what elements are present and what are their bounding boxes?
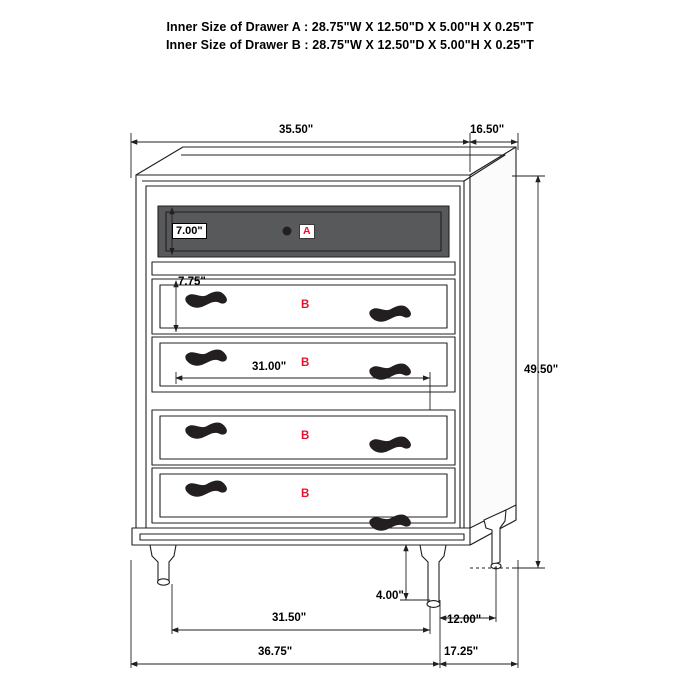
cabinet-outline: [132, 147, 516, 607]
tag-drawer-a: A: [299, 224, 315, 239]
shelf-knob: [283, 227, 292, 236]
dim-base-width: 31.50": [272, 612, 307, 624]
header-line-drawer-b: Inner Size of Drawer B : 28.75"W X 12.50"D X 5.00"H X 0.25"T: [165, 38, 535, 52]
dim-foot-height: 4.00": [376, 590, 404, 602]
tag-drawer-b2: B: [301, 357, 310, 369]
dim-overall-depth: 17.25": [444, 646, 479, 658]
dim-base-depth: 12.00": [447, 614, 482, 626]
dim-drawer-inner-width: 31.00": [252, 361, 287, 373]
tag-drawer-b1: B: [301, 299, 310, 311]
dim-top-width: 35.50": [279, 124, 314, 136]
dim-drawer-a-height: 7.00": [172, 223, 207, 239]
dim-top-depth: 16.50": [470, 124, 505, 136]
tag-drawer-b3: B: [301, 430, 310, 442]
dim-overall-width: 36.75": [258, 646, 293, 658]
tag-drawer-b4: B: [301, 488, 310, 500]
header-line-drawer-a: Inner Size of Drawer A : 28.75"W X 12.50"D X 5.00"H X 0.25"T: [166, 20, 534, 34]
dim-drawer-b-height: 7.75": [178, 276, 206, 288]
dim-overall-height: 49.50": [524, 364, 559, 376]
